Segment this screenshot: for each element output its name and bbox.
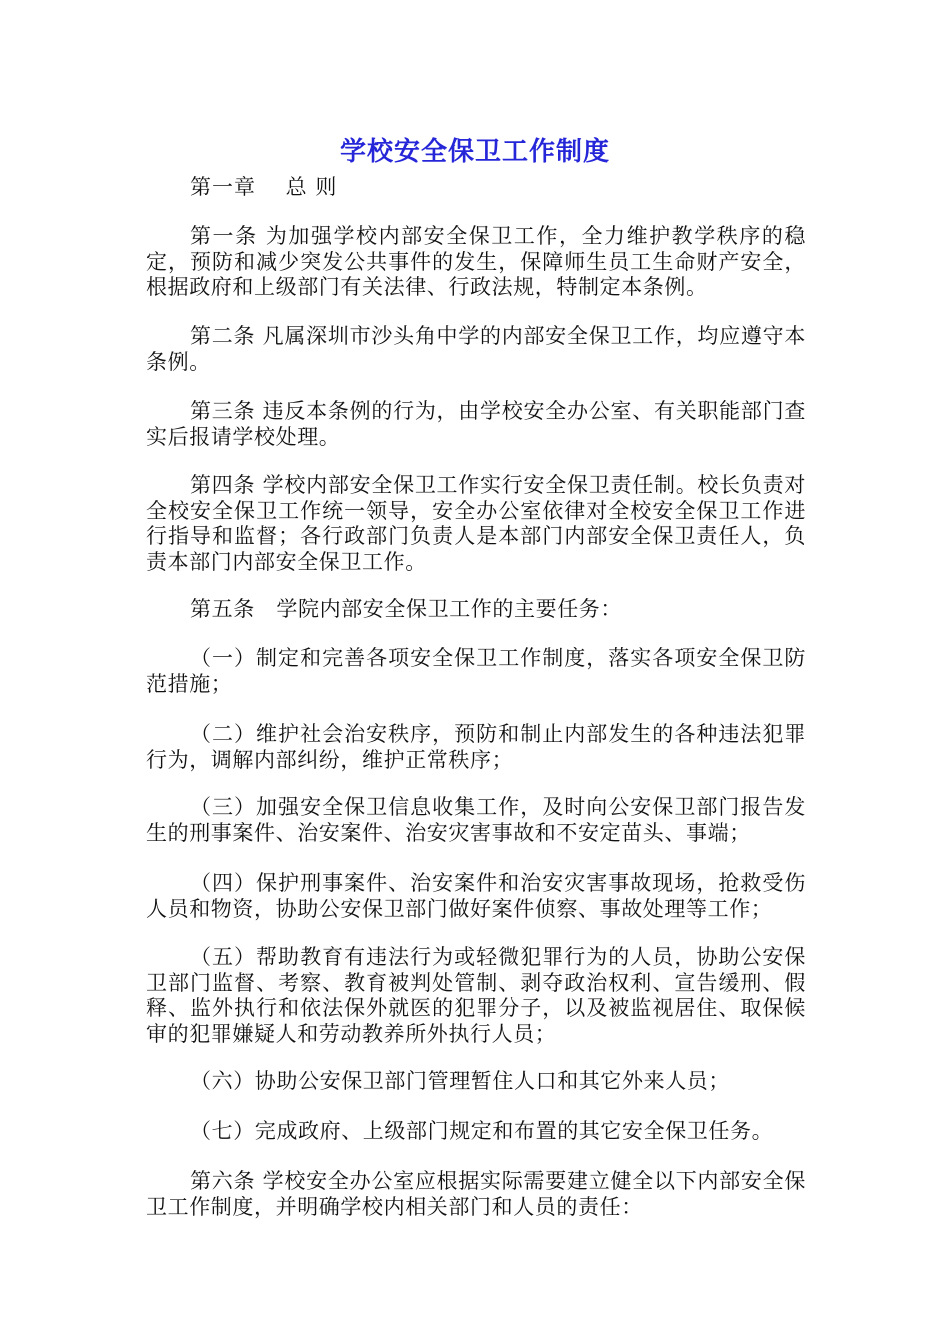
document-title: 学校安全保卫工作制度 bbox=[339, 137, 610, 167]
article-4: 第四条 学校内部安全保卫工作实行安全保卫责任制。校长负责对全校安全保卫工作统一领导，安全办公室依律对全校安全保卫工作进行指导和监督；各行政部门负责人是本部门内部安全保卫责任人，负责本部门内部安全保卫工作。 bbox=[146, 473, 806, 574]
task-item-2: （二）维护社会治安秩序，预防和制止内部发生的各种违法犯罪行为，调解内部纠纷，维护正常秩序； bbox=[146, 722, 806, 772]
task-item-5: （五）帮助教育有违法行为或轻微犯罪行为的人员，协助公安保卫部门监督、考察、教育被判处管制、剥夺政治权利、宣告缓刑、假释、监外执行和依法保外就医的犯罪分子，以及被监视居住、取保候审的犯罪嫌疑人和劳动教养所外执行人员； bbox=[146, 945, 806, 1046]
task-item-3: （三）加强安全保卫信息收集工作，及时向公安保卫部门报告发生的刑事案件、治安案件、治安灾害事故和不安定苗头、事端； bbox=[146, 795, 806, 845]
task-item-1: （一）制定和完善各项安全保卫工作制度，落实各项安全保卫防范措施； bbox=[146, 646, 806, 696]
article-6: 第六条 学校安全办公室应根据实际需要建立健全以下内部安全保卫工作制度，并明确学校内相关部门和人员的责任： bbox=[146, 1169, 806, 1219]
article-3: 第三条 违反本条例的行为，由学校安全办公室、有关职能部门查实后报请学校处理。 bbox=[146, 399, 806, 449]
article-2: 第二条 凡属深圳市沙头角中学的内部安全保卫工作，均应遵守本条例。 bbox=[146, 324, 806, 374]
task-item-7: （七）完成政府、上级部门规定和布置的其它安全保卫任务。 bbox=[190, 1119, 774, 1143]
chapter-heading: 第一章 总 则 bbox=[190, 175, 338, 199]
task-item-4: （四）保护刑事案件、治安案件和治安灾害事故现场，抢救受伤人员和物资，协助公安保卫部门做好案件侦察、事故处理等工作； bbox=[146, 871, 806, 921]
article-5: 第五条 学院内部安全保卫工作的主要任务： bbox=[190, 597, 622, 621]
article-1: 第一条 为加强学校内部安全保卫工作，全力维护教学秩序的稳定，预防和减少突发公共事件的发生，保障师生员工生命财产安全，根据政府和上级部门有关法律、行政法规，特制定本条例。 bbox=[146, 224, 806, 299]
task-item-6: （六）协助公安保卫部门管理暂住人口和其它外来人员； bbox=[190, 1069, 730, 1093]
